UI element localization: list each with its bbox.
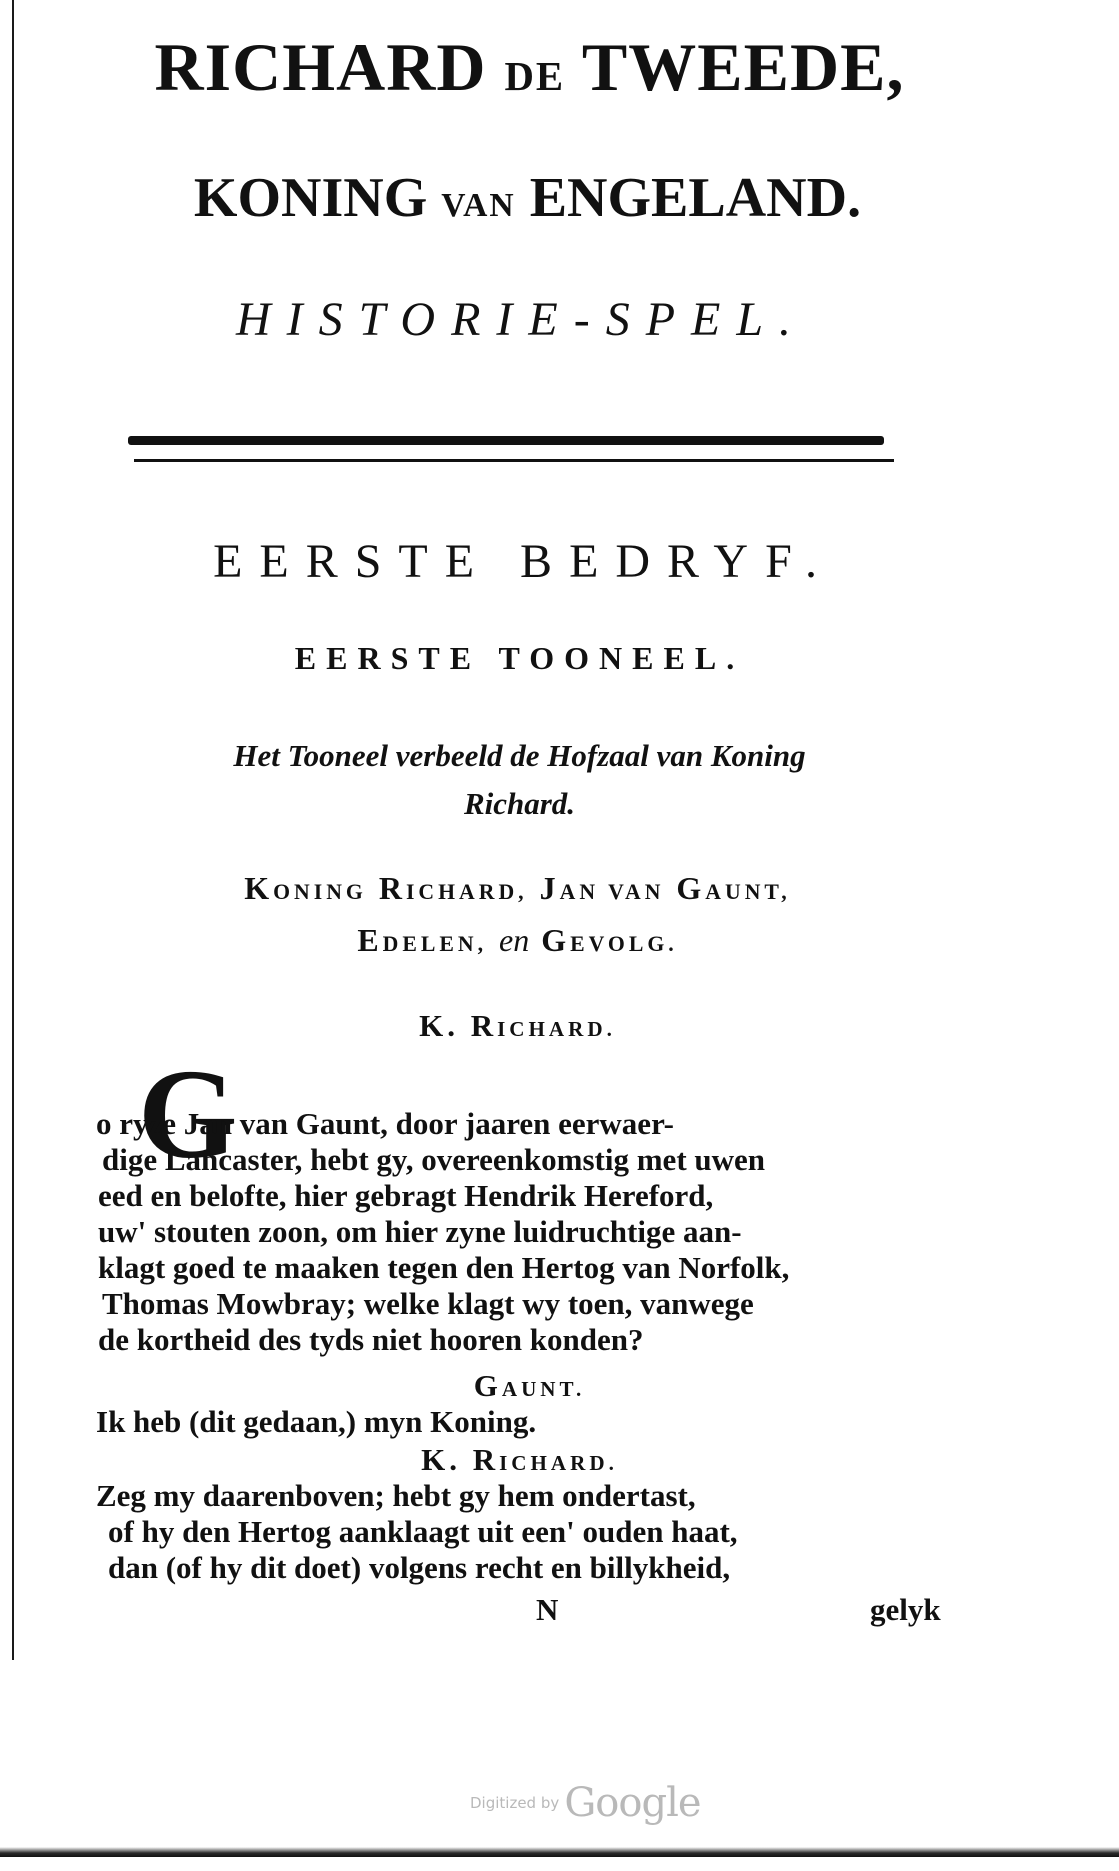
divider-thick <box>128 436 884 445</box>
cast-conjunction: en <box>499 922 530 958</box>
page-bottom-edge <box>0 1847 1119 1857</box>
cast-list-line-2 <box>0 922 1077 959</box>
speaker-prefix: K. R <box>421 1442 500 1477</box>
cast-cap: G <box>541 922 571 958</box>
google-logo: Google <box>564 1780 701 1826</box>
cast-cap: R <box>378 870 406 906</box>
speaker-prefix: K. R <box>419 1008 498 1043</box>
text-line: uw' stouten zoon, om hier zyne luidruchtige aan- <box>98 1214 742 1249</box>
text-line: Thomas Mowbray; welke klagt wy toen, vanwege <box>102 1286 754 1321</box>
drop-cap: G <box>138 1043 238 1185</box>
title-small-word: VAN <box>441 187 516 224</box>
catchword: gelyk <box>870 1592 941 1627</box>
act-heading: EERSTE BEDRYF. <box>213 535 834 588</box>
cast-rest: AN VAN <box>559 880 665 904</box>
text-line: de kortheid des tyds niet hooren konden? <box>98 1322 644 1357</box>
cast-rest: EVOLG. <box>570 932 678 956</box>
signature-mark: N <box>536 1592 559 1627</box>
text-line: o ryze Jan van Gaunt, door jaaren eerwaer- <box>96 1106 674 1141</box>
speaker-name <box>0 1008 1077 1044</box>
genre-subtitle: HISTORIE-SPEL. <box>235 293 808 346</box>
text-line: klagt goed te maaken tegen den Hertog van Norfolk, <box>98 1250 790 1285</box>
cast-member <box>540 870 665 906</box>
cast-rest: ICHARD, <box>405 880 528 904</box>
cast-rest: AUNT, <box>705 880 791 904</box>
scene-heading: EERSTE TOONEEL. <box>294 640 745 676</box>
watermark-caption: Digitized by <box>470 1794 560 1812</box>
digitized-watermark <box>470 1780 701 1826</box>
cast-list-line-1 <box>0 870 1077 907</box>
cast-cap: J <box>539 870 560 906</box>
speaker-name <box>0 1368 1089 1404</box>
title-line-2 <box>0 166 1087 230</box>
text-line: dan (of hy dit doet) volgens recht en billykheid, <box>108 1550 731 1585</box>
title-word: ENGELAND. <box>529 167 862 229</box>
text-line: dige Lancaster, hebt gy, overeenkomstig met uwen <box>102 1142 766 1177</box>
divider-thin <box>134 459 894 462</box>
speaker-rest: ICHARD. <box>497 1017 616 1041</box>
text-line: Ik heb (dit gedaan,) myn Koning. <box>96 1404 537 1439</box>
page-edge-rule <box>12 0 14 1660</box>
cast-rest: DELEN, <box>382 932 488 956</box>
cast-member <box>676 870 790 906</box>
stage-direction-line-1: Het Tooneel verbeeld de Hofzaal van Koning <box>233 738 806 773</box>
title-line-1 <box>0 28 1089 107</box>
text-line: Zeg my daarenboven; hebt gy hem ondertast, <box>96 1478 696 1513</box>
title-word: KONING <box>193 167 428 229</box>
cast-cap: K <box>244 870 274 906</box>
cast-cap: G <box>676 870 706 906</box>
cast-member <box>244 870 367 906</box>
title-small-word: DE <box>504 54 566 99</box>
stage-direction-line-2: Richard. <box>463 786 576 821</box>
speaker-rest: ICHARD. <box>499 1451 618 1475</box>
speaker-rest: AUNT. <box>501 1377 586 1401</box>
speaker-prefix: G <box>473 1368 502 1403</box>
speaker-name <box>0 1442 1079 1478</box>
cast-member <box>379 870 528 906</box>
cast-cap: E <box>357 922 383 958</box>
cast-rest: ONING <box>273 880 367 904</box>
text-line: of hy den Hertog aanklaagt uit een' ouden haat, <box>108 1514 738 1549</box>
text-line: eed en belofte, hier gebragt Hendrik Hereford, <box>98 1178 714 1213</box>
title-word: TWEEDE, <box>581 29 905 105</box>
title-word: RICHARD <box>154 29 487 105</box>
